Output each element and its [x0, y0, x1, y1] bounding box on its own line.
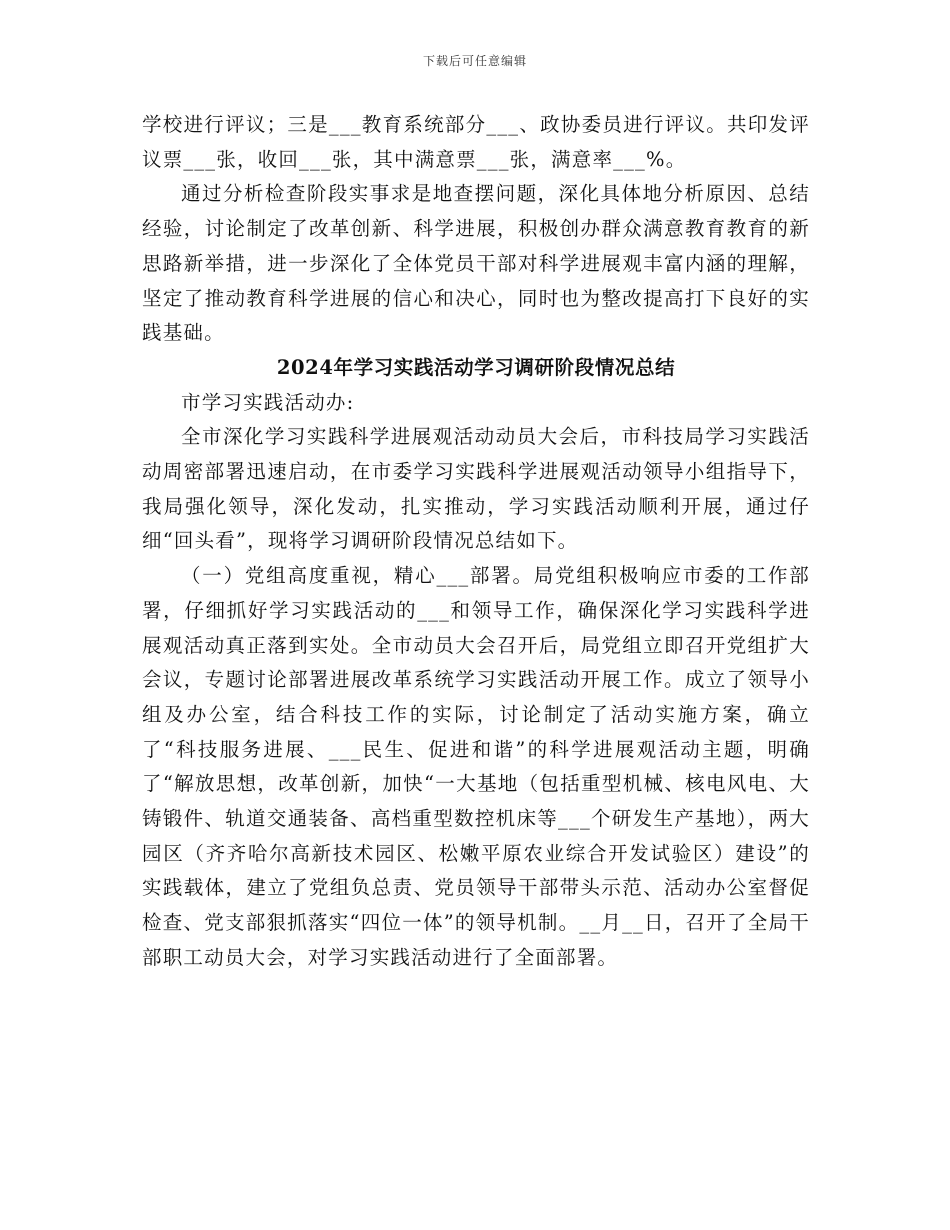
document-title: 2024年学习实践活动学习调研阶段情况总结: [276, 355, 676, 379]
document-body: [142, 108, 810, 976]
paragraph-introduction: 全市深化学习实践科学进展观活动动员大会后，市科技局学习实践活动周密部署迅速启动，在市委学习实践科学进展观活动领导小组指导下，我局强化领导，深化发动，扎实推动，学习实践活动顺利开展，通过仔细“回头看”，现将学习调研阶段情况总结如下。: [142, 425, 810, 553]
paragraph-evaluation: 学校进行评议；三是___教育系统部分___、政协委员进行评议。共印发评议票___张，收回___张，其中满意票___张，满意率___%。: [142, 113, 810, 171]
page-header: 下载后可任意编辑: [422, 54, 527, 68]
paragraph-analysis-summary: 通过分析检查阶段实事求是地查摆问题，深化具体地分析原因、总结经验，讨论制定了改革创新、科学进展，积极创办群众满意教育教育的新思路新举措，进一步深化了全体党员干部对科学进展观丰富内涵的理解，坚定了推动教育科学进展的信心和决心，同时也为整改提高打下良好的实践基础。: [142, 182, 810, 345]
paragraph-section-one: （一）党组高度重视，精心___部署。局党组积极响应市委的工作部署，仔细抓好学习实践活动的___和领导工作，确保深化学习实践科学进展观活动真正落到实处。全市动员大会召开后，局党组立即召开党组扩大会议，专题讨论部署进展改革系统学习实践活动开展工作。成立了领导小组及办公室，结合科技工作的实际，讨论制定了活动实施方案，确立了“科技服务进展、___民生、促进和谐”的科学进展观活动主题，明确了“解放思想，改革创新，加快“一大基地（包括重型机械、核电风电、大铸锻件、轨道交通装备、高档重型数控机床等___个研发生产基地），两大园区（齐齐哈尔高新技术园区、松嫩平原农业综合开发试验区）建设”的实践载体，建立了党组负总责、党员领导干部带头示范、活动办公室督促检查、党支部狠抓落实“四位一体”的领导机制。__月__日，召开了全局干部职工动员大会，对学习实践活动进行了全面部署。: [142, 564, 810, 969]
salutation: 市学习实践活动办:: [181, 390, 355, 414]
